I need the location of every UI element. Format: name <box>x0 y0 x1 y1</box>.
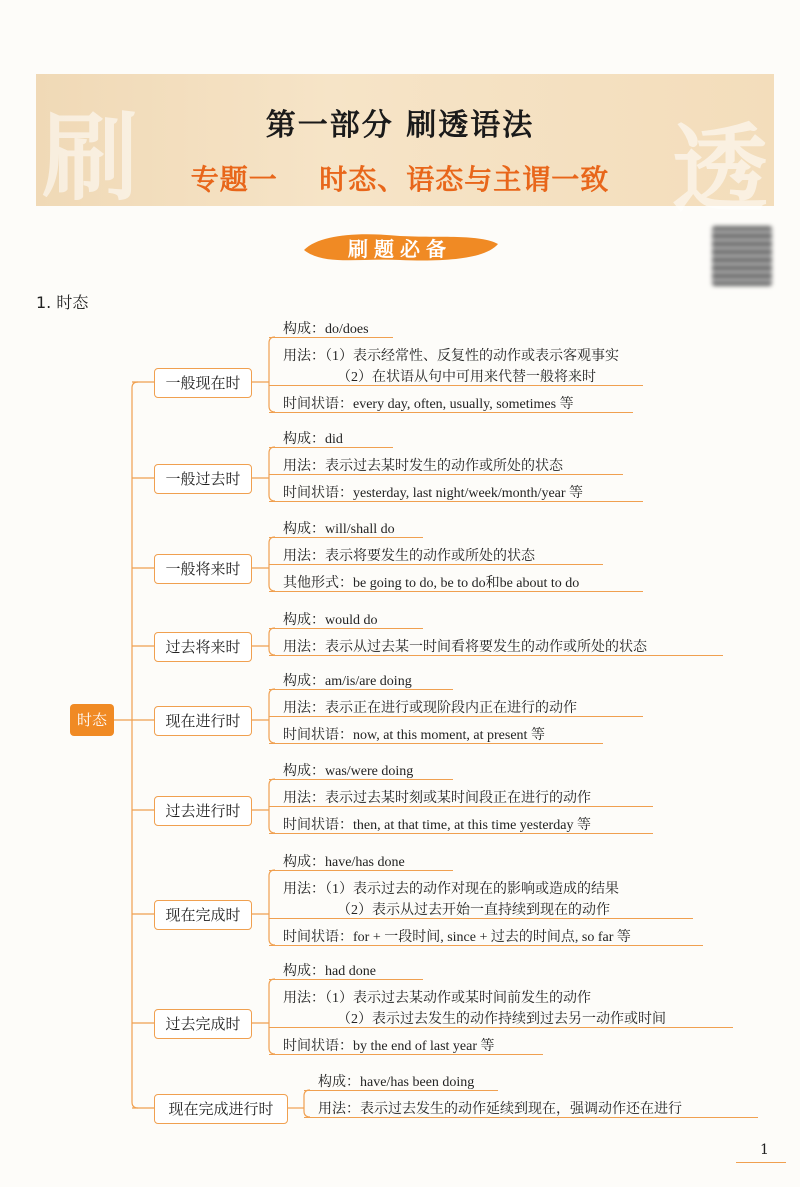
tense-node: 现在完成时 <box>154 900 252 930</box>
bg-glyph-right: 透 <box>672 113 768 226</box>
tense-detail: 时间状语：yesterday, last night/week/month/year 等 <box>283 486 584 501</box>
tense-node: 过去进行时 <box>154 796 252 826</box>
tense-detail: 时间状语：every day, often, usually, sometimes 等 <box>283 397 574 412</box>
detail-underline <box>269 743 603 744</box>
tense-detail: 用法：表示过去某时发生的动作或所处的状态 <box>283 459 563 474</box>
detail-underline <box>269 501 643 502</box>
page-number-line <box>736 1162 786 1163</box>
detail-underline <box>269 474 623 475</box>
detail-underline <box>269 447 393 448</box>
detail-underline <box>269 689 453 690</box>
tense-node: 一般过去时 <box>154 464 252 494</box>
detail-underline <box>269 1027 733 1028</box>
tense-detail: 用法：表示将要发生的动作或所处的状态 <box>283 549 535 564</box>
detail-underline <box>269 385 643 386</box>
page-number: 1 <box>760 1142 769 1158</box>
topic-name: 时态、语态与主谓一致 <box>319 163 610 196</box>
tense-detail: 用法：表示过去某时刻或某时间段正在进行的动作 <box>283 791 591 806</box>
tense-detail: 构成：had done <box>283 964 376 979</box>
detail-underline <box>269 591 643 592</box>
detail-underline <box>269 918 693 919</box>
tense-detail: （2）在状语从句中可用来代替一般将来时 <box>337 370 596 385</box>
detail-underline <box>269 806 653 807</box>
mindmap-root: 时态 <box>70 704 114 736</box>
tense-detail: （2）表示过去发生的动作持续到过去另一动作或时间 <box>337 1012 666 1027</box>
bg-glyph-left: 刷 <box>42 101 138 214</box>
detail-underline <box>269 337 393 338</box>
tense-detail: 构成：do/does <box>283 322 369 337</box>
tense-detail: 时间状语：by the end of last year 等 <box>283 1039 495 1054</box>
tense-detail: 用法：（1）表示经常性、反复性的动作或表示客观事实 <box>283 349 619 364</box>
tense-detail: 时间状语：now, at this moment, at present 等 <box>283 728 545 743</box>
tense-detail: 其他形式：be going to do, be to do和be about to do <box>283 576 580 591</box>
detail-underline <box>269 716 643 717</box>
tense-detail: 构成：was/were doing <box>283 764 414 779</box>
detail-underline <box>269 537 423 538</box>
tense-node: 过去将来时 <box>154 632 252 662</box>
detail-underline <box>269 412 633 413</box>
tense-detail: （2）表示从过去开始一直持续到现在的动作 <box>337 903 610 918</box>
detail-underline <box>269 833 653 834</box>
tense-detail: 用法：（1）表示过去的动作对现在的影响或造成的结果 <box>283 882 619 897</box>
tense-detail: 构成：am/is/are doing <box>283 674 412 689</box>
detail-underline <box>269 628 423 629</box>
tense-detail: 用法：表示正在进行或现阶段内正在进行的动作 <box>283 701 577 716</box>
part-title: 第一部分 刷透语法 <box>265 108 535 143</box>
tense-node: 现在进行时 <box>154 706 252 736</box>
detail-underline <box>304 1117 758 1118</box>
tense-detail: 用法：（1）表示过去某动作或某时间前发生的动作 <box>283 991 591 1006</box>
tense-detail: 用法：表示从过去某一时间看将要发生的动作或所处的状态 <box>283 640 647 655</box>
topic-label: 专题一 <box>190 163 278 196</box>
tense-detail: 时间状语：for + 一段时间, since + 过去的时间点, so far 等 <box>283 930 631 945</box>
tense-node: 一般将来时 <box>154 554 252 584</box>
tense-node: 过去完成时 <box>154 1009 252 1039</box>
banner-tag: 刷题必备 <box>348 237 452 261</box>
detail-underline <box>269 1054 543 1055</box>
detail-underline <box>269 870 453 871</box>
tense-detail: 构成：have/has done <box>283 855 405 870</box>
tense-node: 一般现在时 <box>154 368 252 398</box>
detail-underline <box>269 979 423 980</box>
tense-detail: 时间状语：then, at that time, at this time yesterday 等 <box>283 818 591 833</box>
tense-detail: 构成：would do <box>283 613 378 628</box>
tense-detail: 构成：did <box>283 432 343 447</box>
section-title: 1. 时态 <box>36 293 89 312</box>
tense-detail: 用法：表示过去发生的动作延续到现在，强调动作还在进行 <box>318 1102 682 1117</box>
detail-underline <box>304 1090 498 1091</box>
detail-underline <box>269 945 703 946</box>
tense-detail: 构成：will/shall do <box>283 522 395 537</box>
detail-underline <box>269 779 453 780</box>
tense-node: 现在完成进行时 <box>154 1094 288 1124</box>
detail-underline <box>269 655 723 656</box>
detail-underline <box>269 564 603 565</box>
tense-detail: 构成：have/has been doing <box>318 1075 475 1090</box>
